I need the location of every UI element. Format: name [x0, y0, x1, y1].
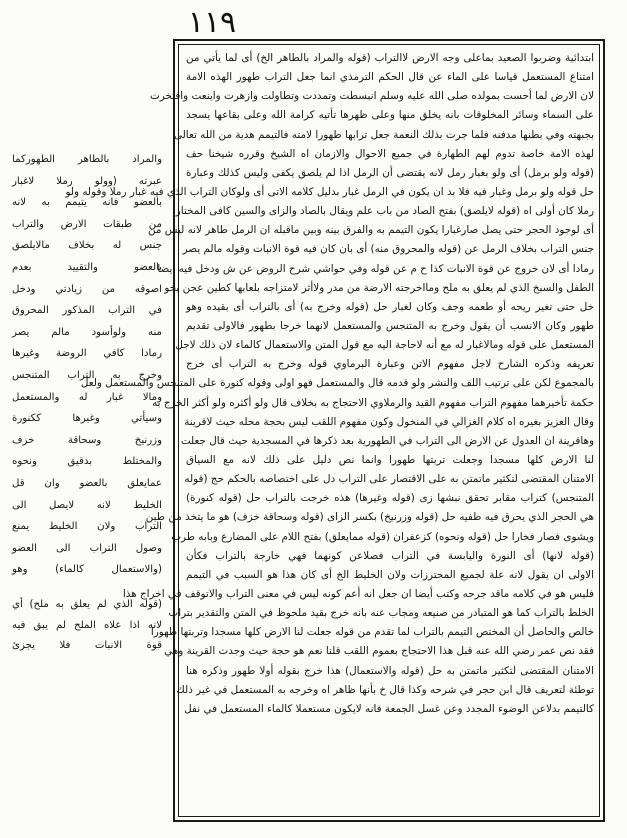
- text-line: الامتنان المقتضى لتكثير ماتمتن به على الاقتصار على التراب دل على اختصاصه بالحكم حج (قوله: [184, 473, 594, 486]
- text-line: رملا كان أولى اه (قوله لايلصق) بفتح الصاد من باب علم ويقال بالصاد والزاى والسين كافى المختار: [175, 205, 594, 218]
- text-line: لهذه الامة خاصة تدوم لهم الطهارة في جميع الاحوال والازمان اه الشيخ وقرره شيخنا حف: [186, 147, 594, 160]
- margin-note-line: قوة الانبات فلا يجزئ: [12, 640, 162, 651]
- text-line: الامتنان المقتضى لتكثير ماتمتن به حل (قوله والاستعمال) هذا خرج بقوله أولا طهور وذكره هنا: [186, 664, 594, 677]
- text-line: أى لوجود الحجر حتى يصل صارغبارا يكون التيمم به والفرق بينه وبين ماقبله ان الرمل طاهر لانه ليس من: [147, 224, 594, 237]
- margin-note-line: في التراب المذكور المحروق: [12, 305, 162, 317]
- margin-note-line: منه ولوأسود مالم يصر: [12, 326, 162, 338]
- margin-note-line: وسيأتي وغيرها ككنورة: [12, 413, 162, 425]
- text-line: خل حتى تغير ريحه أو طعمه وجف وكان لغبار حل (قوله وخرج به) أى بالتراب أى بقيده وهو: [186, 300, 594, 313]
- text-line: الطفل والسبخ الذي لم يعلق به ملح ومااخرجته الارضة من مدر ولاأثر لامتزاجه بلعابها كطين عجن بخو: [164, 281, 594, 294]
- text-line: تعريفه وذكره الشارح لاجل مفهوم الاتن وعبارة البرماوي قوله وخرج به التراب أى خرج: [186, 358, 594, 371]
- margin-note-line: وخرج به التراب المتنجس: [12, 369, 162, 381]
- margin-note-line: عمايعلق بالعضو وان قل: [12, 477, 162, 489]
- margin-note-line: بالعضو فانه يتيمم به لانه: [12, 197, 162, 209]
- margin-note-line: والمراد بالطاهر الطهوركما: [12, 154, 162, 165]
- text-line: بجبهته وفي بطنها مدفنه فلما جرت بذلك النعمة جعل ترابها طهورا لامته فالتيمم هدية من الله تعالى: [173, 128, 594, 141]
- text-line: المستعمل على قوله ومالاغبار له مع أنه لاحاجة اليه مع قول المتن والاستعمال كالماء لان ذلك لاجل: [175, 339, 594, 352]
- text-line: ابتدائية وضربوا الصعيد بماعلى وجه الارض لاالتراب (قوله والمراد بالطاهر الخ) أى لما يأتي من: [186, 52, 594, 64]
- text-line: حل قوله ولو برمل وغبار فيه فلا بد ان يكون في الرمل غبار بدليل كلامه الاتى أى ولوكان التراب الذي فيه غبار رملا وقوله ولو: [65, 185, 594, 198]
- text-line: توطئة لتعريف قال ابن حجر في شرحه وكذا قال خ بأنها ظاهر اه وخرجه به المستعمل في غير ذلك: [176, 683, 594, 696]
- text-line: لان الارض لما أحست بمولده صلى الله عليه وسلم انبسطت وتمددت وتطاولت وازهرت واينعت وافتخرت: [149, 90, 594, 103]
- margin-note-line: (والاستعمال كالماء) وهو: [12, 564, 162, 576]
- text-line: الاولى ان يقول لانه علة لجميع المحترزات ولان الخليط الخ أى كان هذا هو السبب في التيمم: [186, 568, 594, 581]
- text-line: فقد نص عمر رضي الله عنه قبل هذا الاحتجاج بعموم اللقب قلنا نعم هو حجة حيث وجدت القرينة وهي: [164, 645, 594, 658]
- text-line: ويشوى فصار فخارا حل (قوله ونحوه) كزعفران (قوله ممايعلق) بفتح اللام على المضارع وبابه طرب: [171, 530, 594, 543]
- margin-note-line: بالعضو والتقييد بعدم: [12, 261, 162, 273]
- margin-note-line: ومالا غبار له والمستعمل: [12, 391, 162, 403]
- text-line: طهور وكان الانسب أن يقول وخرج به المتنجس والمستعمل لانهما خرجا بطهور فالاولى تقديم: [186, 319, 594, 332]
- text-line: رمادا أى لان خروج عن قوة الانبات كذا ح م عن قوله وفي حواشي شرح الروض عن ش ودخل فيه أيضا: [157, 262, 594, 275]
- margin-note-line: التراب ولان الخليط يمنع: [12, 521, 162, 533]
- text-line: كالتيمم بدلاعن الوضوء المجدد وعن غسل الجمعة فانه لايكون مستعملا كالماء المستعمل في نفل: [184, 702, 594, 715]
- text-line: وهاقرينة ان العدول عن الارض الى التراب في الطهورية بعد ذكرها في المسجدية حيث قال جعلت: [180, 434, 594, 447]
- margin-note-line: وزرنيخ وسحاقة خزف: [12, 434, 162, 446]
- margin-note-line: رمادا كافي الروضة وغيرها: [12, 348, 162, 360]
- margin-note-line: الخليط لانه لايصل الى: [12, 499, 162, 511]
- margin-note-lower: [12, 595, 162, 699]
- text-line: الخلط بالتراب كما هو المتبادر من صنيعه ومجاب عنه بانه خرج بقيد ملحوظ في المتن والتقدير بتراب: [168, 607, 594, 620]
- margin-note-line: اصوقه من زيادتي ودخل: [12, 283, 162, 295]
- text-line: فليس هو في كلامه ماقد جرحه وكتب أيضا ان جعل انه أعم كونه ليس في معنى التراب والاتوقف في اخراج هذا: [122, 587, 594, 600]
- text-line: (قوله ولو برمل) أى ولو بغبار رمل لانه يقتضى أن الرمل اذا لم يلصق يكفى وليس كذلك وعبارة: [186, 166, 594, 179]
- margin-note-line: (قوله الذي لم يعلق به ملح) أي: [12, 599, 162, 610]
- margin-note-line: والمختلط بدقيق ونحوه: [12, 456, 162, 468]
- margin-note-line: وصول التراب الى العضو: [12, 542, 162, 554]
- text-line: جنس التراب بخلاف الرمل عن (قوله والمحروق منه) أى بان كان فيه قوة الانبات وقوله مالم يصر: [182, 243, 594, 256]
- margin-note-line: من طبقات الارض والتراب: [12, 218, 162, 230]
- text-line: بالمجموع لكن على ترتيب اللف والنشر ولو قدمه قال والمستعمل فهو اولى وقوله كنورة على المتنجس والمستعمل ولعل: [80, 377, 594, 390]
- margin-note-line: لانه اذا علاه الملح لم يبق فيه: [12, 619, 162, 631]
- text-line: (قوله لانها) أى النورة واليابسة في التراب فصلاعن كونهما فهي خارجة بالتراب فكأن: [186, 549, 594, 562]
- text-line: على السماء وسائر المخلوقات بانه يخلق منها وعلى ظهرها تأتيه كرامة الله وعلى بقاعها يسجد: [186, 109, 594, 122]
- text-line: خالص والحاصل أن المختص التيمم بالتراب لما تقدم من قوله جعلت لنا الارض كلها مسجدا وتربتها طهورا: [150, 626, 594, 639]
- margin-note-upper: [12, 149, 162, 583]
- margin-note-line: جنس له بخلاف مالايلصق: [12, 240, 162, 252]
- text-line: هي الحجر الذي يحرق فيه طفيه حل (قوله وزرنيخ) بكسر الزاى (قوله وسحاقة خزف) هو ما يتخذ من طين: [145, 511, 594, 524]
- text-line: وقال العزيز بغيره اه كلام الغزالي في المنخول وكون مفهوم اللقب ليس بحجة محله حيث لاقرينة: [184, 415, 594, 428]
- text-line: المتنجس) كتراب مقابر تحقق نبشها زى (قوله وغيرها) هذه خرجت بالتراب حل (قوله كنورة): [186, 492, 594, 505]
- text-line: لنا الارض كلها مسجدا وجعلت تربتها طهورا وانما نص دليل على ذلك لانه مع السياق: [186, 453, 594, 466]
- margin-note-line: عبرته (وولو رملا لاغبار: [12, 175, 162, 187]
- page-number: ١١٩: [187, 5, 237, 40]
- text-line: حكمة تأخيرهما مفهوم التراب مفهوم القيد والرملاوي الاحتجاج به بخلاف قال ولو أكثره ولو أكثر الخرج به: [152, 396, 594, 409]
- text-line: امتناع المستعمل قياسا على الماء عن قال الحكم الترمذي انما جعل التراب طهور الهذه الامة: [186, 71, 594, 84]
